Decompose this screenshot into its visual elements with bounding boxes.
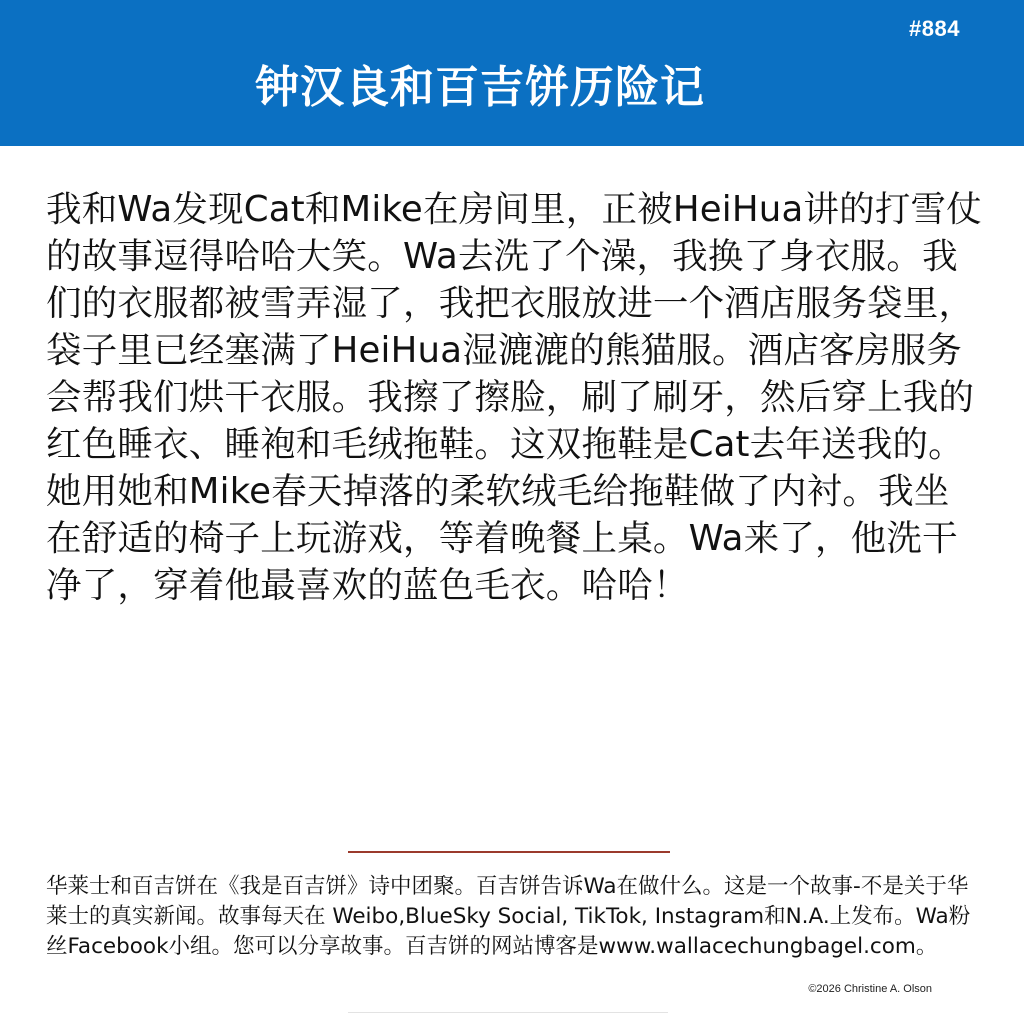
footer-note: 华莱士和百吉饼在《我是百吉饼》诗中团聚。百吉饼告诉Wa在做什么。这是一个故事-不是关于华莱士的真实新闻。故事每天在 Weibo,BlueSky Social, TikTok, Instagram和N.A.上发布。Wa粉丝Facebook小组。您可以分享故事。百吉饼的网站博客是www.wallacechungbagel.com。 — [46, 874, 971, 959]
header-banner — [0, 0, 1024, 146]
issue-number: #884 — [909, 16, 960, 41]
copyright-notice: ©2026 Christine A. Olson — [808, 983, 932, 995]
story-text: 我和Wa发现Cat和Mike在房间里，正被HeiHua讲的打雪仗的故事逗得哈哈大笑。Wa去洗了个澡，我换了身衣服。我们的衣服都被雪弄湿了，我把衣服放进一个酒店服务袋里，袋子里已经塞满了HeiHua湿漉漉的熊猫服。酒店客房服务会帮我们烘干衣服。我擦了擦脸，刷了刷牙，然后穿上我的红色睡衣、睡袍和毛绒拖鞋。这双拖鞋是Cat去年送我的。她用她和Mike春天掉落的柔软绒毛给拖鞋做了内衬。我坐在舒适的椅子上玩游戏，等着晚餐上桌。Wa来了，他洗干净了，穿着他最喜欢的蓝色毛衣。哈哈！ — [46, 189, 982, 606]
divider-line — [348, 851, 670, 853]
bottom-rule — [348, 1012, 668, 1013]
page-title: 钟汉良和百吉饼历险记 — [255, 62, 705, 113]
